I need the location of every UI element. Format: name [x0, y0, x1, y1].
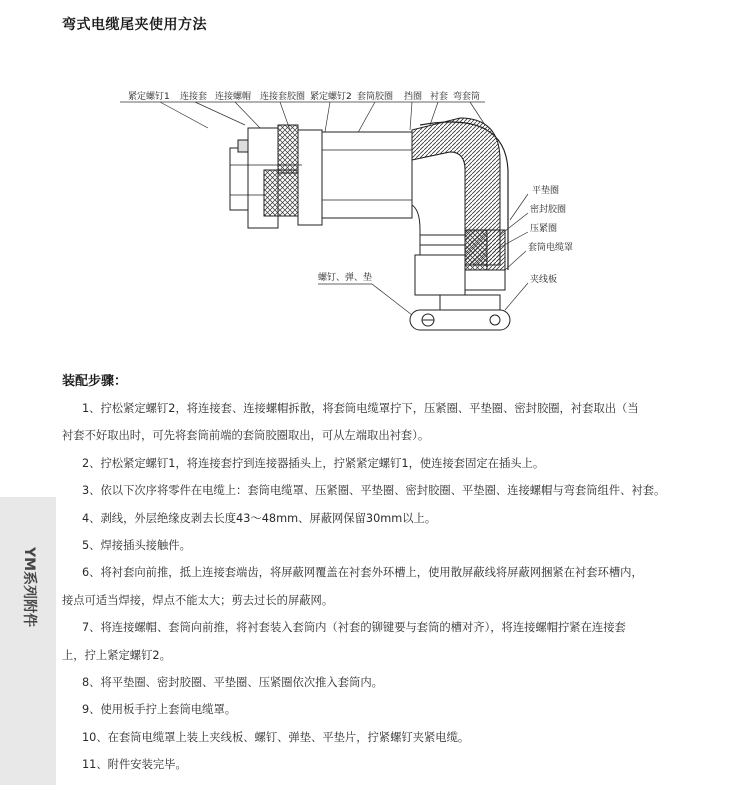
label-elbow-tube: 弯套筒	[453, 92, 481, 102]
step-6-cont: 接点可适当焊接，焊点不能太大；剪去过长的屏蔽网。	[62, 593, 334, 607]
step-6: 6、将衬套向前推，抵上连接套端齿，将屏蔽网覆盖在衬套外环槽上，使用散屏蔽线将屏蔽网捆紧在衬套环槽内，	[82, 566, 643, 580]
label-clamp-plate: 夹线板	[530, 275, 558, 285]
top-labels	[128, 90, 480, 102]
label-pressure-ring: 压紧圈	[530, 224, 558, 234]
step-7: 7、将连接螺帽、套筒向前推，将衬套装入套筒内（衬套的铆键要与套筒的槽对齐），将连接螺帽拧紧在连接套	[82, 621, 626, 635]
label-flat-washer: 平垫圈	[532, 186, 560, 196]
label-set-screw-2: 紧定螺钉2	[310, 92, 352, 102]
step-1-cont: 衬套不好取出时，可先将套筒前端的套筒胶圈取出，可从左端取出衬套）。	[62, 429, 430, 443]
label-tube-o-ring: 套筒胶圈	[357, 92, 394, 102]
step-2: 2、拧松紧定螺钉1，将连接套拧到连接器插头上，拧紧紧定螺钉1，使连接套固定在插头上。	[82, 456, 545, 470]
label-screw-spring-washer: 螺钉、弹、垫	[318, 273, 373, 283]
assembly-steps	[62, 395, 702, 779]
label-retaining-ring: 挡圈	[404, 92, 423, 102]
step-8: 8、将平垫圈、密封胶圈、平垫圈、压紧圈依次推入套筒内。	[82, 676, 383, 690]
label-sleeve-o-ring: 连接套胶圈	[260, 92, 306, 102]
step-5: 5、焊接插头接触件。	[82, 539, 191, 553]
right-labels	[528, 184, 573, 285]
label-sealing-ring: 密封胶圈	[530, 205, 567, 215]
label-set-screw-1: 紧定螺钉1	[128, 92, 170, 102]
step-10: 10、在套筒电缆罩上装上夹线板、螺钉、弹垫、平垫片，拧紧螺钉夹紧电缆。	[82, 730, 470, 744]
step-4: 4、剥线，外层绝缘皮剥去长度43～48mm、屏蔽网保留30mm以上。	[82, 511, 437, 525]
step-1: 1、拧松紧定螺钉2，将连接套、连接螺帽拆散，将套筒电缆罩拧下，压紧圈、平垫圈、密封胶圈，衬套取出（当	[82, 402, 639, 415]
label-coupling-nut: 连接螺帽	[215, 92, 252, 102]
step-7-cont: 上，拧上紧定螺钉2。	[62, 648, 171, 662]
side-tab	[0, 497, 56, 785]
label-bushing: 衬套	[430, 92, 449, 102]
assembly-heading: 装配步骤：	[62, 374, 128, 389]
step-3: 3、依以下次序将零件在电缆上：套筒电缆罩、压紧圈、平垫圈、密封胶圈、平垫圈、连接螺帽与弯套筒组件、衬套。	[82, 484, 666, 498]
side-tab-label: YM系列附件	[21, 546, 37, 628]
label-cable-cover: 套筒电缆罩	[528, 243, 574, 253]
label-coupling-sleeve: 连接套	[180, 92, 208, 102]
step-9: 9、使用板手拧上套筒电缆罩。	[82, 703, 237, 717]
page-title: 弯式电缆尾夹使用方法	[62, 17, 207, 33]
cable-clamp-diagram	[0, 70, 730, 370]
step-11: 11、附件安装完毕。	[82, 758, 187, 772]
